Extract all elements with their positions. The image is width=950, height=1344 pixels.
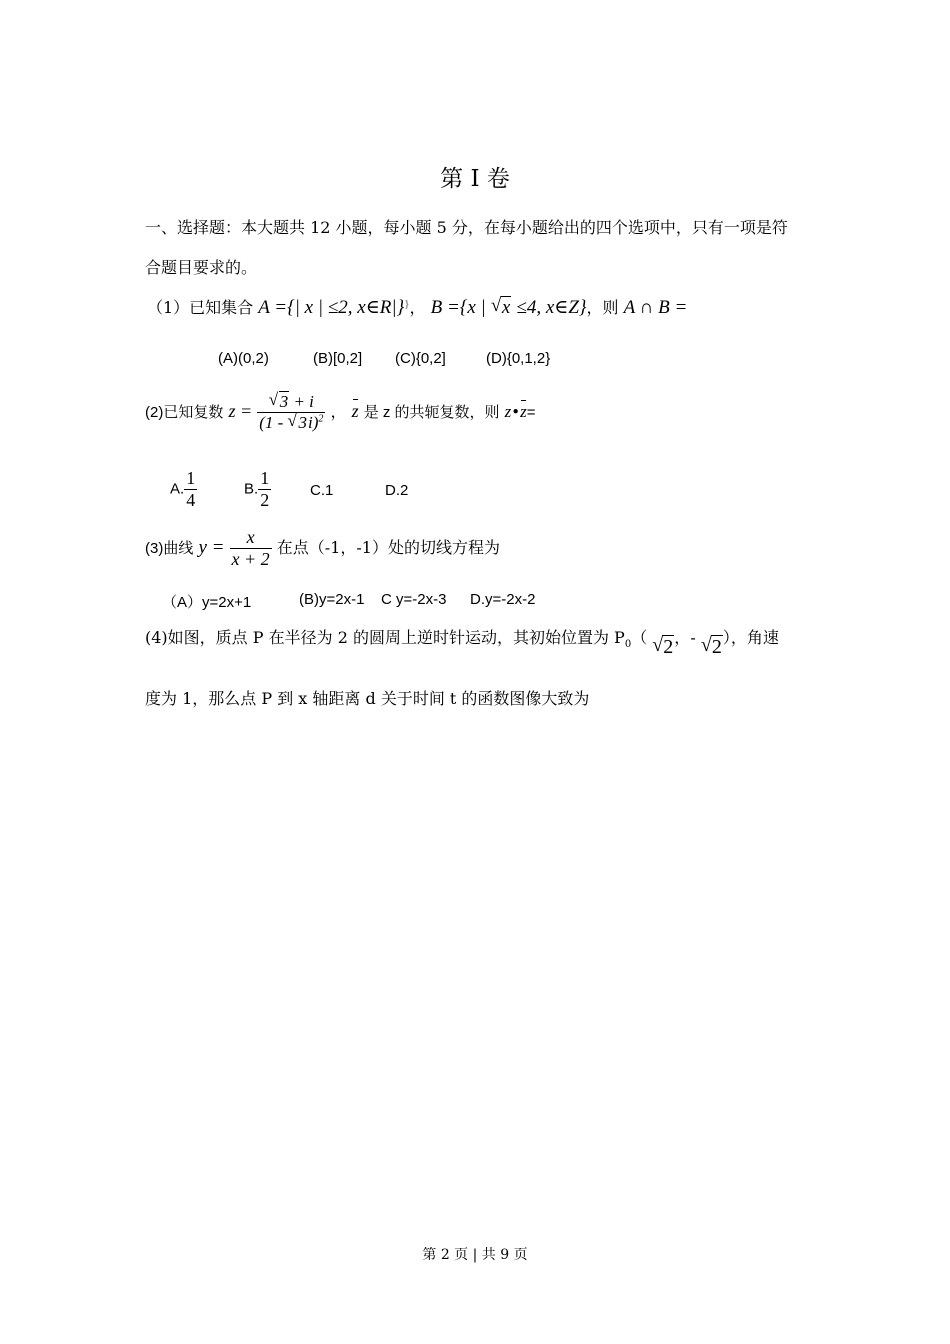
q1-option-b: (B)[0,2] [313, 350, 363, 367]
q3-option-d: D.y=-2x-2 [470, 591, 536, 608]
section-instructions-line1: 一、选择题：本大题共 12 小题，每小题 5 分，在每小题给出的四个选项中，只有一项是符 [145, 218, 788, 237]
question-4-line2: 度为 1，那么点 P 到 x 轴距离 d 关于时间 t 的函数图像大致为 [145, 689, 590, 708]
q2-option-a: A. $\frac{1}{4}$ [170, 468, 196, 510]
question-1 [147, 295, 687, 319]
q1-set-b-suffix: ≤4, x∈Z} [516, 297, 587, 318]
q2-numerator: √ 3 + i [257, 392, 325, 413]
q3-prefix: (3)曲线 [145, 540, 194, 558]
q2-equals: = [526, 403, 536, 421]
q2-fraction [257, 392, 325, 433]
q2-option-a-fraction: $\frac{1}{4}$ [186, 468, 196, 510]
q1-sqrt-radicand: x [501, 297, 511, 318]
q4-subscript: 0 [624, 639, 632, 651]
q2-option-d: D.2 [385, 482, 409, 499]
q1-prefix: （1）已知集合 [147, 298, 254, 317]
q1-option-d: (D){0,1,2} [486, 350, 551, 367]
q2-option-b-fraction: $\frac{1}{2}$ [260, 468, 270, 510]
q2-prefix: (2)已知复数 [145, 403, 224, 421]
q2-denominator: (1 - √ 3i)$^2$ [257, 413, 325, 433]
q2-sep: ， [330, 401, 347, 421]
q1-expression: A ∩ B = [623, 297, 688, 318]
q3-y-equals: y = [198, 537, 225, 559]
q1-then: ，则 [586, 298, 619, 317]
q2-z-equals: z = [228, 400, 253, 421]
q3-option-c: C y=-2x-3 [381, 591, 447, 608]
q1-set-a: A ={| x | ≤2, x∈R|} [258, 297, 405, 318]
q3-option-b: (B)y=2x-1 [299, 591, 365, 608]
q1-option-a: (A)(0,2) [218, 350, 269, 367]
q2-product-z: z [504, 401, 512, 421]
page-footer: 第 2 页 | 共 9 页 [422, 1247, 528, 1263]
q1-sqrt [491, 297, 511, 319]
page-title: 第 I 卷 [440, 166, 510, 192]
q2-middle-text: 是 z 的共轭复数，则 [363, 403, 500, 421]
q3-fraction: $\frac{x}{x + 2}$ [231, 527, 270, 569]
q2-product-zbar: z [520, 401, 527, 421]
q2-option-c: C.1 [310, 482, 334, 499]
q3-suffix: 在点（-1，-1）处的切线方程为 [276, 538, 500, 558]
q4-sqrt-2: √ 2 [701, 636, 723, 659]
q4-sqrt-1: √ 2 [652, 636, 674, 659]
q1-comma: ， [409, 298, 426, 317]
q2-den-radicand: 3 [298, 412, 308, 432]
question-2 [145, 392, 536, 433]
q1-brace: } [404, 298, 410, 310]
q1-set-b-prefix: B ={x | [430, 297, 486, 318]
q1-option-c: (C){0,2] [395, 350, 446, 367]
q2-num-radicand: 3 [279, 392, 289, 411]
q2-product-dot: • [511, 402, 521, 421]
q3-option-a: （A）y=2x+1 [162, 594, 252, 611]
question-3 [145, 527, 500, 570]
question-4-line1: (4)如图，质点 P 在半径为 2 的圆周上逆时针运动，其初始位置为 $P_0$（ √ 2，- √ 2），角速 [145, 625, 779, 659]
q2-option-b: B. $\frac{1}{2}$ [244, 468, 270, 510]
section-instructions-line2: 合题目要求的。 [145, 258, 258, 277]
q2-zbar: z [351, 400, 359, 421]
